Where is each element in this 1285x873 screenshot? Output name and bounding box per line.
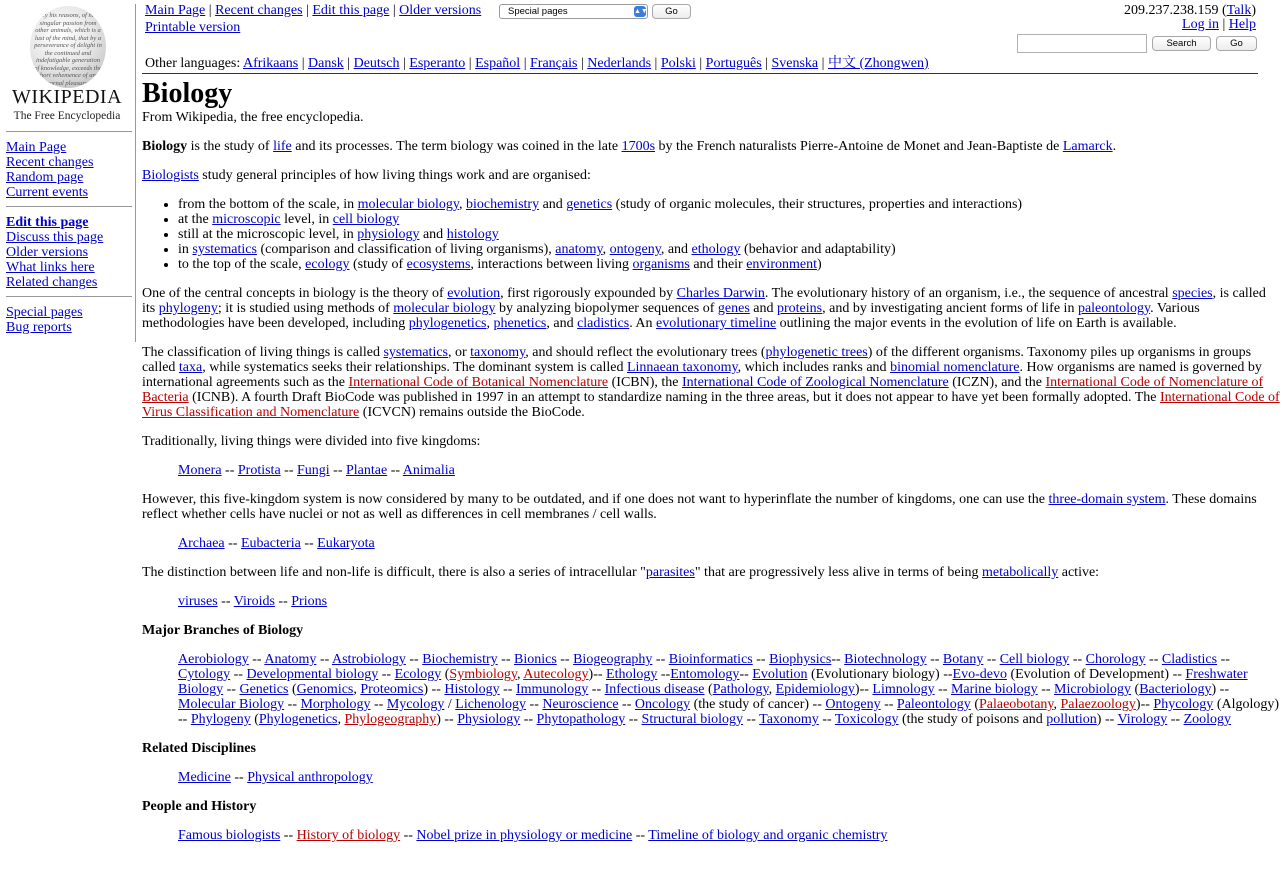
sidebar-older-versions-link[interactable]: Older versions xyxy=(6,245,89,260)
logo-wordmark: WIKIPEDIA xyxy=(11,86,123,108)
phylogenetics-link[interactable]: Phylogenetics xyxy=(258,712,338,727)
infectious-disease-link[interactable]: Infectious disease xyxy=(604,682,705,697)
molecular-biology-link[interactable]: molecular biology xyxy=(393,301,496,316)
plantae-link[interactable]: Plantae xyxy=(346,463,388,478)
related-list: Medicine -- Physical anthropology xyxy=(178,770,373,785)
taxonomy-link[interactable]: taxonomy xyxy=(470,345,526,360)
biophysics-link[interactable]: Biophysics xyxy=(769,652,832,667)
search-go-button[interactable]: Go xyxy=(1216,36,1257,51)
sidebar-what-links-here-link[interactable]: What links here xyxy=(6,260,95,275)
charles-darwin-link[interactable]: Charles Darwin xyxy=(676,286,765,301)
language-link[interactable]: Polski xyxy=(660,56,696,71)
language-link[interactable]: Esperanto xyxy=(409,56,466,71)
branches-list: Aerobiology -- Anatomy -- Astrobiology -- Biochemistry -- Bionics -- Biogeography -- Bioinformatics -- Biophysics-- Biotechnology -- Botany -- Cell biology -- Chorology -- Cladistics -- Cytology -- Developmental biology -- Ecology (Symbiology, Autecology)-- Ethology --Entomology-- Evolution (Evolutionary biology) --Evo-devo (Evolution of Development) -- Freshwater Biology -- Genetics (Genomics, Proteomics) -- Histology -- Immunology -- Infectious disease (Pathology, Epidemiology)-- Limnology -- Marine biology -- Microbiology (Bacteriology) -- Molecular Biology -- Morphology -- Mycology / Lichenology -- Neuroscience -- Oncology (the study of cancer) -- Ontogeny -- Paleontology (Palaeobotany, Palaezoology)-- Phycology (Algology) -- Phylogeny (Phylogenetics, Phylogeography) -- Physiology -- Phytopathology -- Structural biology -- Taxonomy -- Toxicology (the study of poisons and pollution) -- Virology -- Zoology xyxy=(178,652,1280,727)
search-input[interactable] xyxy=(1017,34,1147,53)
user-ip: 209.237.238.159 xyxy=(1123,3,1219,18)
sidebar-discuss-page-link[interactable]: Discuss this page xyxy=(6,230,104,245)
famous-biologists-link[interactable]: Famous biologists xyxy=(178,828,281,843)
language-link[interactable]: Português xyxy=(705,56,762,71)
globe-text: ...y his reasons, of his singular passion from other animals, which is a lust of the mind, that by a perseverance of delight in the continued and indefatigable generation of knowledge, exceeds the short vehemence of any carnal pleasure. xyxy=(34,12,102,87)
genetics-link[interactable]: genetics xyxy=(566,197,613,212)
prions-link[interactable]: Prions xyxy=(291,594,328,609)
intro-bold-term: Biology xyxy=(142,139,188,154)
people-heading: People and History xyxy=(142,799,257,814)
nobel-prize-in-physiology-or-medicine-link[interactable]: Nobel prize in physiology or medicine xyxy=(416,828,633,843)
ethology-link[interactable]: ethology xyxy=(691,242,741,257)
sidebar-bug-reports-link[interactable]: Bug reports xyxy=(6,320,72,335)
microbiology-link[interactable]: Microbiology xyxy=(1054,682,1132,697)
related-heading: Related Disciplines xyxy=(142,741,256,756)
cladistics-link[interactable]: Cladistics xyxy=(1161,652,1218,667)
parasites-link[interactable]: parasites xyxy=(645,565,695,580)
bacteriology-link[interactable]: Bacteriology xyxy=(1139,682,1212,697)
physical-anthropology-link[interactable]: Physical anthropology xyxy=(247,770,373,785)
evolution-link[interactable]: evolution xyxy=(447,286,501,301)
phylogenetic-trees-link[interactable]: phylogenetic trees xyxy=(765,345,868,360)
molecular-biology-link[interactable]: Molecular Biology xyxy=(178,697,285,712)
epidemiology-link[interactable]: Epidemiology xyxy=(775,682,855,697)
biogeography-link[interactable]: Biogeography xyxy=(573,652,653,667)
paleontology-link[interactable]: paleontology xyxy=(1077,301,1151,316)
phycology-link[interactable]: Phycology xyxy=(1153,697,1214,712)
three-domain-system-link[interactable]: three-domain system xyxy=(1048,492,1166,507)
developmental-biology-link[interactable]: Developmental biology xyxy=(246,667,379,682)
protista-link[interactable]: Protista xyxy=(237,463,281,478)
language-link[interactable]: Dansk xyxy=(308,56,344,71)
ecology-link[interactable]: Ecology xyxy=(394,667,442,682)
lamarck-link[interactable]: Lamarck xyxy=(1062,139,1113,154)
icnb-link[interactable]: International Code of Nomenclature of Bacteria xyxy=(142,375,1264,405)
evo-devo-link[interactable]: Evo-devo xyxy=(952,667,1007,682)
sidebar-vertical-rule xyxy=(135,4,136,342)
phytopathology-link[interactable]: Phytopathology xyxy=(536,712,626,727)
scale-list xyxy=(142,197,1280,272)
evolution-paragraph: One of the central concepts in biology is the theory of evolution, first rigorously expounded by Charles Darwin. The evolutionary history of an organism, i.e., the sequence of ancestral species, is called its phylogeny; it is studied using methods of molecular biology by analyzing biopolymer sequences of genes and proteins, and by investigating ancient forms of life in paleontology. Various methodologies have been developed, including phylogenetics, phenetics, and cladistics. An evolutionary timeline outlining the major events in the evolution of life on Earth is available. xyxy=(142,286,1266,331)
biochemistry-link[interactable]: Biochemistry xyxy=(422,652,498,667)
sidebar-edit-page-link[interactable]: Edit this page xyxy=(6,215,89,230)
virology-link[interactable]: Virology xyxy=(1117,712,1168,727)
sidebar-special-pages-link[interactable]: Special pages xyxy=(6,305,83,320)
language-link[interactable]: Afrikaans xyxy=(242,56,299,71)
special-pages-go-button[interactable]: Go xyxy=(652,4,691,19)
top-recent-changes-link[interactable]: Recent changes xyxy=(215,3,303,18)
systematics-link[interactable]: systematics xyxy=(383,345,448,360)
other-languages xyxy=(145,56,929,71)
list-item: • from the bottom of the scale, in molecular biology, biochemistry and genetics (study of organic molecules, their structures, properties and interactions) xyxy=(178,197,1280,212)
phylogeography-link[interactable]: Phylogeography xyxy=(344,712,437,727)
animalia-link[interactable]: Animalia xyxy=(402,463,455,478)
autecology-link[interactable]: Autecology xyxy=(523,667,589,682)
genetics-link[interactable]: Genetics xyxy=(239,682,289,697)
1700s-link[interactable]: 1700s xyxy=(621,139,656,154)
search-button[interactable]: Search xyxy=(1152,36,1211,51)
special-pages-select-value: Special pages xyxy=(508,6,568,17)
user-ip-line: 209.237.238.159 (Talk) xyxy=(1123,3,1256,18)
anatomy-link[interactable]: Anatomy xyxy=(264,652,317,667)
phylogeny-link[interactable]: phylogeny xyxy=(158,301,218,316)
sidebar-main-page-link[interactable]: Main Page xyxy=(6,140,67,155)
branches-heading: Major Branches of Biology xyxy=(142,623,304,638)
ethology-link[interactable]: Ethology xyxy=(606,667,658,682)
histology-link[interactable]: histology xyxy=(446,227,499,242)
help-link[interactable]: Help xyxy=(1228,17,1256,32)
list-item: • in systematics (comparison and classification of living organisms), anatomy, ontogeny, and ethology (behavior and adaptability) xyxy=(178,242,1280,257)
wikipedia-logo[interactable] xyxy=(8,6,126,126)
page-title: Biology xyxy=(142,78,233,109)
structural-biology-link[interactable]: Structural biology xyxy=(641,712,744,727)
mycology-link[interactable]: Mycology xyxy=(386,697,445,712)
palaeobotany-link[interactable]: Palaeobotany xyxy=(978,697,1054,712)
evolution-link[interactable]: Evolution xyxy=(752,667,808,682)
bionics-link[interactable]: Bionics xyxy=(513,652,557,667)
histology-link[interactable]: Histology xyxy=(444,682,500,697)
iczn-link[interactable]: International Code of Zoological Nomenclature xyxy=(682,375,949,390)
puzzle-globe-icon xyxy=(30,6,106,88)
sidebar-current-events-link[interactable]: Current events xyxy=(6,185,89,200)
symbiology-link[interactable]: Symbiology xyxy=(449,667,517,682)
biotechnology-link[interactable]: Biotechnology xyxy=(844,652,927,667)
sidebar-nav-group xyxy=(6,132,132,206)
eubacteria-link[interactable]: Eubacteria xyxy=(240,536,301,551)
cytology-link[interactable]: Cytology xyxy=(178,667,231,682)
logo-tagline: The Free Encyclopedia xyxy=(13,110,121,122)
site-subtitle: From Wikipedia, the free encyclopedia. xyxy=(142,110,364,125)
lichenology-link[interactable]: Lichenology xyxy=(455,697,527,712)
zoology-link[interactable]: Zoology xyxy=(1183,712,1232,727)
species-link[interactable]: species xyxy=(1172,286,1213,301)
sidebar-tools-group xyxy=(6,297,132,341)
immunology-link[interactable]: Immunology xyxy=(515,682,589,697)
paleontology-link[interactable]: Paleontology xyxy=(896,697,971,712)
genes-link[interactable]: genes xyxy=(717,301,750,316)
metabolically-link[interactable]: metabolically xyxy=(982,565,1059,580)
pollution-link[interactable]: pollution xyxy=(1046,712,1097,727)
biologists-paragraph: Biologists study general principles of how living things work and are organised: xyxy=(142,168,591,183)
chorology-link[interactable]: Chorology xyxy=(1085,652,1146,667)
list-item: • to the top of the scale, ecology (study of ecosystems, interactions between living organisms and their environment) xyxy=(178,257,1280,272)
astrobiology-link[interactable]: Astrobiology xyxy=(332,652,406,667)
anatomy-link[interactable]: anatomy xyxy=(555,242,603,257)
botany-link[interactable]: Botany xyxy=(942,652,984,667)
morphology-link[interactable]: Morphology xyxy=(300,697,371,712)
oncology-link[interactable]: Oncology xyxy=(634,697,691,712)
language-link[interactable]: Español xyxy=(475,56,521,71)
archaea-link[interactable]: Archaea xyxy=(178,536,225,551)
phylogeny-link[interactable]: Phylogeny xyxy=(190,712,251,727)
physiology-link[interactable]: physiology xyxy=(357,227,420,242)
top-links: Main Page | Recent changes | Edit this page | Older versions xyxy=(145,3,482,18)
cell-biology-link[interactable]: Cell biology xyxy=(999,652,1070,667)
taxa-link[interactable]: taxa xyxy=(178,360,203,375)
evolutionary-timeline-link[interactable]: evolutionary timeline xyxy=(656,316,777,331)
toxicology-link[interactable]: Toxicology xyxy=(834,712,899,727)
list-item: • still at the microscopic level, in physiology and histology xyxy=(178,227,1280,242)
top-edit-page-link[interactable]: Edit this page xyxy=(312,3,390,18)
icbn-link[interactable]: International Code of Botanical Nomenclature xyxy=(348,375,609,390)
life-link[interactable]: life xyxy=(273,139,292,154)
freshwater-biology-link[interactable]: Freshwater Biology xyxy=(178,667,1248,697)
microscopic-link[interactable]: microscopic xyxy=(212,212,281,227)
special-pages-select[interactable] xyxy=(499,4,648,19)
printable-version-link[interactable]: Printable version xyxy=(145,20,241,35)
timeline-of-biology-and-organic-chemistry-link[interactable]: Timeline of biology and organic chemistry xyxy=(648,828,888,843)
sidebar-page-group xyxy=(6,207,132,296)
non-life-list: viruses -- Viroids -- Prions xyxy=(178,594,328,609)
neuroscience-link[interactable]: Neuroscience xyxy=(542,697,619,712)
proteins-link[interactable]: proteins xyxy=(777,301,823,316)
eukaryota-link[interactable]: Eukaryota xyxy=(317,536,375,551)
genomics-link[interactable]: Genomics xyxy=(296,682,354,697)
language-link[interactable]: Français xyxy=(530,56,578,71)
linnaean-taxonomy-link[interactable]: Linnaean taxonomy xyxy=(626,360,738,375)
list-item: • at the microscopic level, in cell biology xyxy=(178,212,1280,227)
biochemistry-link[interactable]: biochemistry xyxy=(465,197,540,212)
domains-list: Archaea -- Eubacteria -- Eukaryota xyxy=(178,536,375,551)
domains-paragraph: However, this five-kingdom system is now considered by many to be outdated, and if one does not want to hyperinflate the number of kingdoms, one can use the three-domain system. These domains reflect whether cells have nuclei or not as well as differences in cell membranes / cell walls. xyxy=(142,492,1257,522)
five-kingdoms-paragraph: Traditionally, living things were divided into five kingdoms: xyxy=(142,434,481,449)
environment-link[interactable]: environment xyxy=(746,257,817,272)
biologists-link[interactable]: Biologists xyxy=(142,168,199,183)
sidebar-recent-changes-link[interactable]: Recent changes xyxy=(6,155,94,170)
phylogenetics-link[interactable]: phylogenetics xyxy=(408,316,487,331)
bioinformatics-link[interactable]: Bioinformatics xyxy=(668,652,753,667)
sidebar xyxy=(6,131,132,341)
aerobiology-link[interactable]: Aerobiology xyxy=(178,652,249,667)
ontogeny-link[interactable]: ontogeny xyxy=(609,242,661,257)
sidebar-random-page-link[interactable]: Random page xyxy=(6,170,84,185)
palaezoology-link[interactable]: Palaezoology xyxy=(1060,697,1136,712)
login-line: Log in | Help xyxy=(1182,17,1256,32)
marine-biology-link[interactable]: Marine biology xyxy=(950,682,1038,697)
monera-link[interactable]: Monera xyxy=(178,463,222,478)
proteomics-link[interactable]: Proteomics xyxy=(360,682,424,697)
kingdoms-list: Monera -- Protista -- Fungi -- Plantae -- Animalia xyxy=(178,463,455,478)
phenetics-link[interactable]: phenetics xyxy=(493,316,547,331)
viruses-link[interactable]: viruses xyxy=(178,594,218,609)
molecular-biology-link[interactable]: molecular biology xyxy=(357,197,459,212)
viroids-link[interactable]: Viroids xyxy=(233,594,275,609)
top-older-versions-link[interactable]: Older versions xyxy=(399,3,482,18)
systematics-link[interactable]: systematics xyxy=(192,242,257,257)
other-languages-label: Other languages: xyxy=(145,56,241,71)
chevron-updown-icon: ▲▼ xyxy=(634,8,648,15)
talk-link[interactable]: Talk xyxy=(1226,3,1252,18)
ecology-link[interactable]: ecology xyxy=(305,257,350,272)
entomology-link[interactable]: Entomology xyxy=(670,667,740,682)
history-of-biology-link[interactable]: History of biology xyxy=(296,828,401,843)
top-main-page-link[interactable]: Main Page xyxy=(145,3,206,18)
intro-paragraph: Biology is the study of life and its processes. The term biology was coined in the late 1700s by the French naturalists Pierre-Antoine de Monet and Jean-Baptiste de Lamarck. xyxy=(142,139,1117,154)
taxonomy-link[interactable]: Taxonomy xyxy=(759,712,819,727)
medicine-link[interactable]: Medicine xyxy=(178,770,231,785)
language-link[interactable]: Svenska xyxy=(771,56,819,71)
pathology-link[interactable]: Pathology xyxy=(712,682,769,697)
language-links: Afrikaans | Dansk | Deutsch | Esperanto | Español | Français | Nederlands | Polski | Português | Svenska | 中文 (Zhongwen) xyxy=(242,56,929,71)
physiology-link[interactable]: Physiology xyxy=(457,712,521,727)
classification-paragraph: The classification of living things is called systematics, or taxonomy, and should reflect the evolutionary trees (phylogenetic trees) of the different organisms. Taxonomy piles up organisms in groups called taxa, while systematics seeks their relationships. The dominant system is called Linnaean taxonomy, which includes ranks and binomial nomenclature. How organisms are named is governed by international agreements such as the International Code of Botanical Nomenclature (ICBN), the International Code of Zoological Nomenclature (ICZN), and the International Code of Nomenclature of Bacteria (ICNB). A fourth Draft BioCode was published in 1997 in an attempt to standardize naming in the three areas, but it does not appear to have yet been formally adopted. The International Code of Virus Classification and Nomenclature (ICVCN) remains outside the BioCode. xyxy=(142,345,1280,420)
language-link[interactable]: Nederlands xyxy=(587,56,652,71)
header-rule xyxy=(142,73,1258,74)
ecosystems-link[interactable]: ecosystems xyxy=(406,257,471,272)
limnology-link[interactable]: Limnology xyxy=(872,682,935,697)
language-link[interactable]: Deutsch xyxy=(353,56,400,71)
article-content xyxy=(142,78,1280,857)
non-life-paragraph: The distinction between life and non-life is difficult, there is also a series of intracellular "parasites" that are progressively less alive in terms of being metabolically active: xyxy=(142,565,1100,580)
login-link[interactable]: Log in xyxy=(1182,17,1219,32)
fungi-link[interactable]: Fungi xyxy=(296,463,330,478)
people-list: Famous biologists -- History of biology -- Nobel prize in physiology or medicine -- Timeline of biology and organic chemistry xyxy=(178,828,888,843)
organisms-link[interactable]: organisms xyxy=(632,257,690,272)
sidebar-related-changes-link[interactable]: Related changes xyxy=(6,275,98,290)
icvcn-link[interactable]: International Code of Virus Classification and Nomenclature xyxy=(142,390,1280,420)
language-link[interactable]: 中文 (Zhongwen) xyxy=(827,56,929,71)
cell-biology-link[interactable]: cell biology xyxy=(332,212,400,227)
binomial-nomenclature-link[interactable]: binomial nomenclature xyxy=(890,360,1020,375)
cladistics-link[interactable]: cladistics xyxy=(577,316,630,331)
ontogeny-link[interactable]: Ontogeny xyxy=(825,697,881,712)
